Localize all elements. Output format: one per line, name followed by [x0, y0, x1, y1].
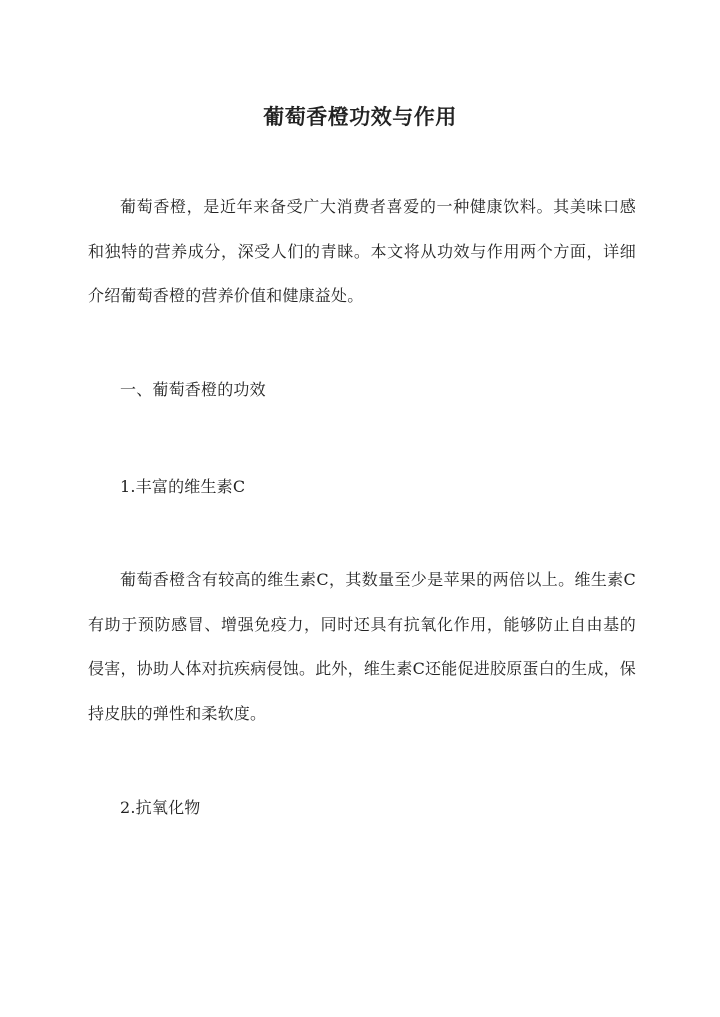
subheading-antioxidants: 2.抗氧化物 — [120, 798, 201, 817]
document-title: 葡萄香橙功效与作用 — [263, 104, 457, 130]
section-heading-effects: 一、葡萄香橙的功效 — [120, 380, 266, 399]
vitamin-c-paragraph: 葡萄香橙含有较高的维生素C，其数量至少是苹果的两倍以上。维生素C有助于预防感冒、增强免疫力，同时还具有抗氧化作用，能够防止自由基的侵害，协助人体对抗疾病侵蚀。此外，维生素C还能促进胶原蛋白的生成，保持皮肤的弹性和柔软度。 — [88, 570, 636, 723]
intro-paragraph: 葡萄香橙，是近年来备受广大消费者喜爱的一种健康饮料。其美味口感和独特的营养成分，深受人们的青睐。本文将从功效与作用两个方面，详细介绍葡萄香橙的营养价值和健康益处。 — [88, 197, 636, 305]
subheading-vitamin-c: 1.丰富的维生素C — [120, 477, 246, 496]
